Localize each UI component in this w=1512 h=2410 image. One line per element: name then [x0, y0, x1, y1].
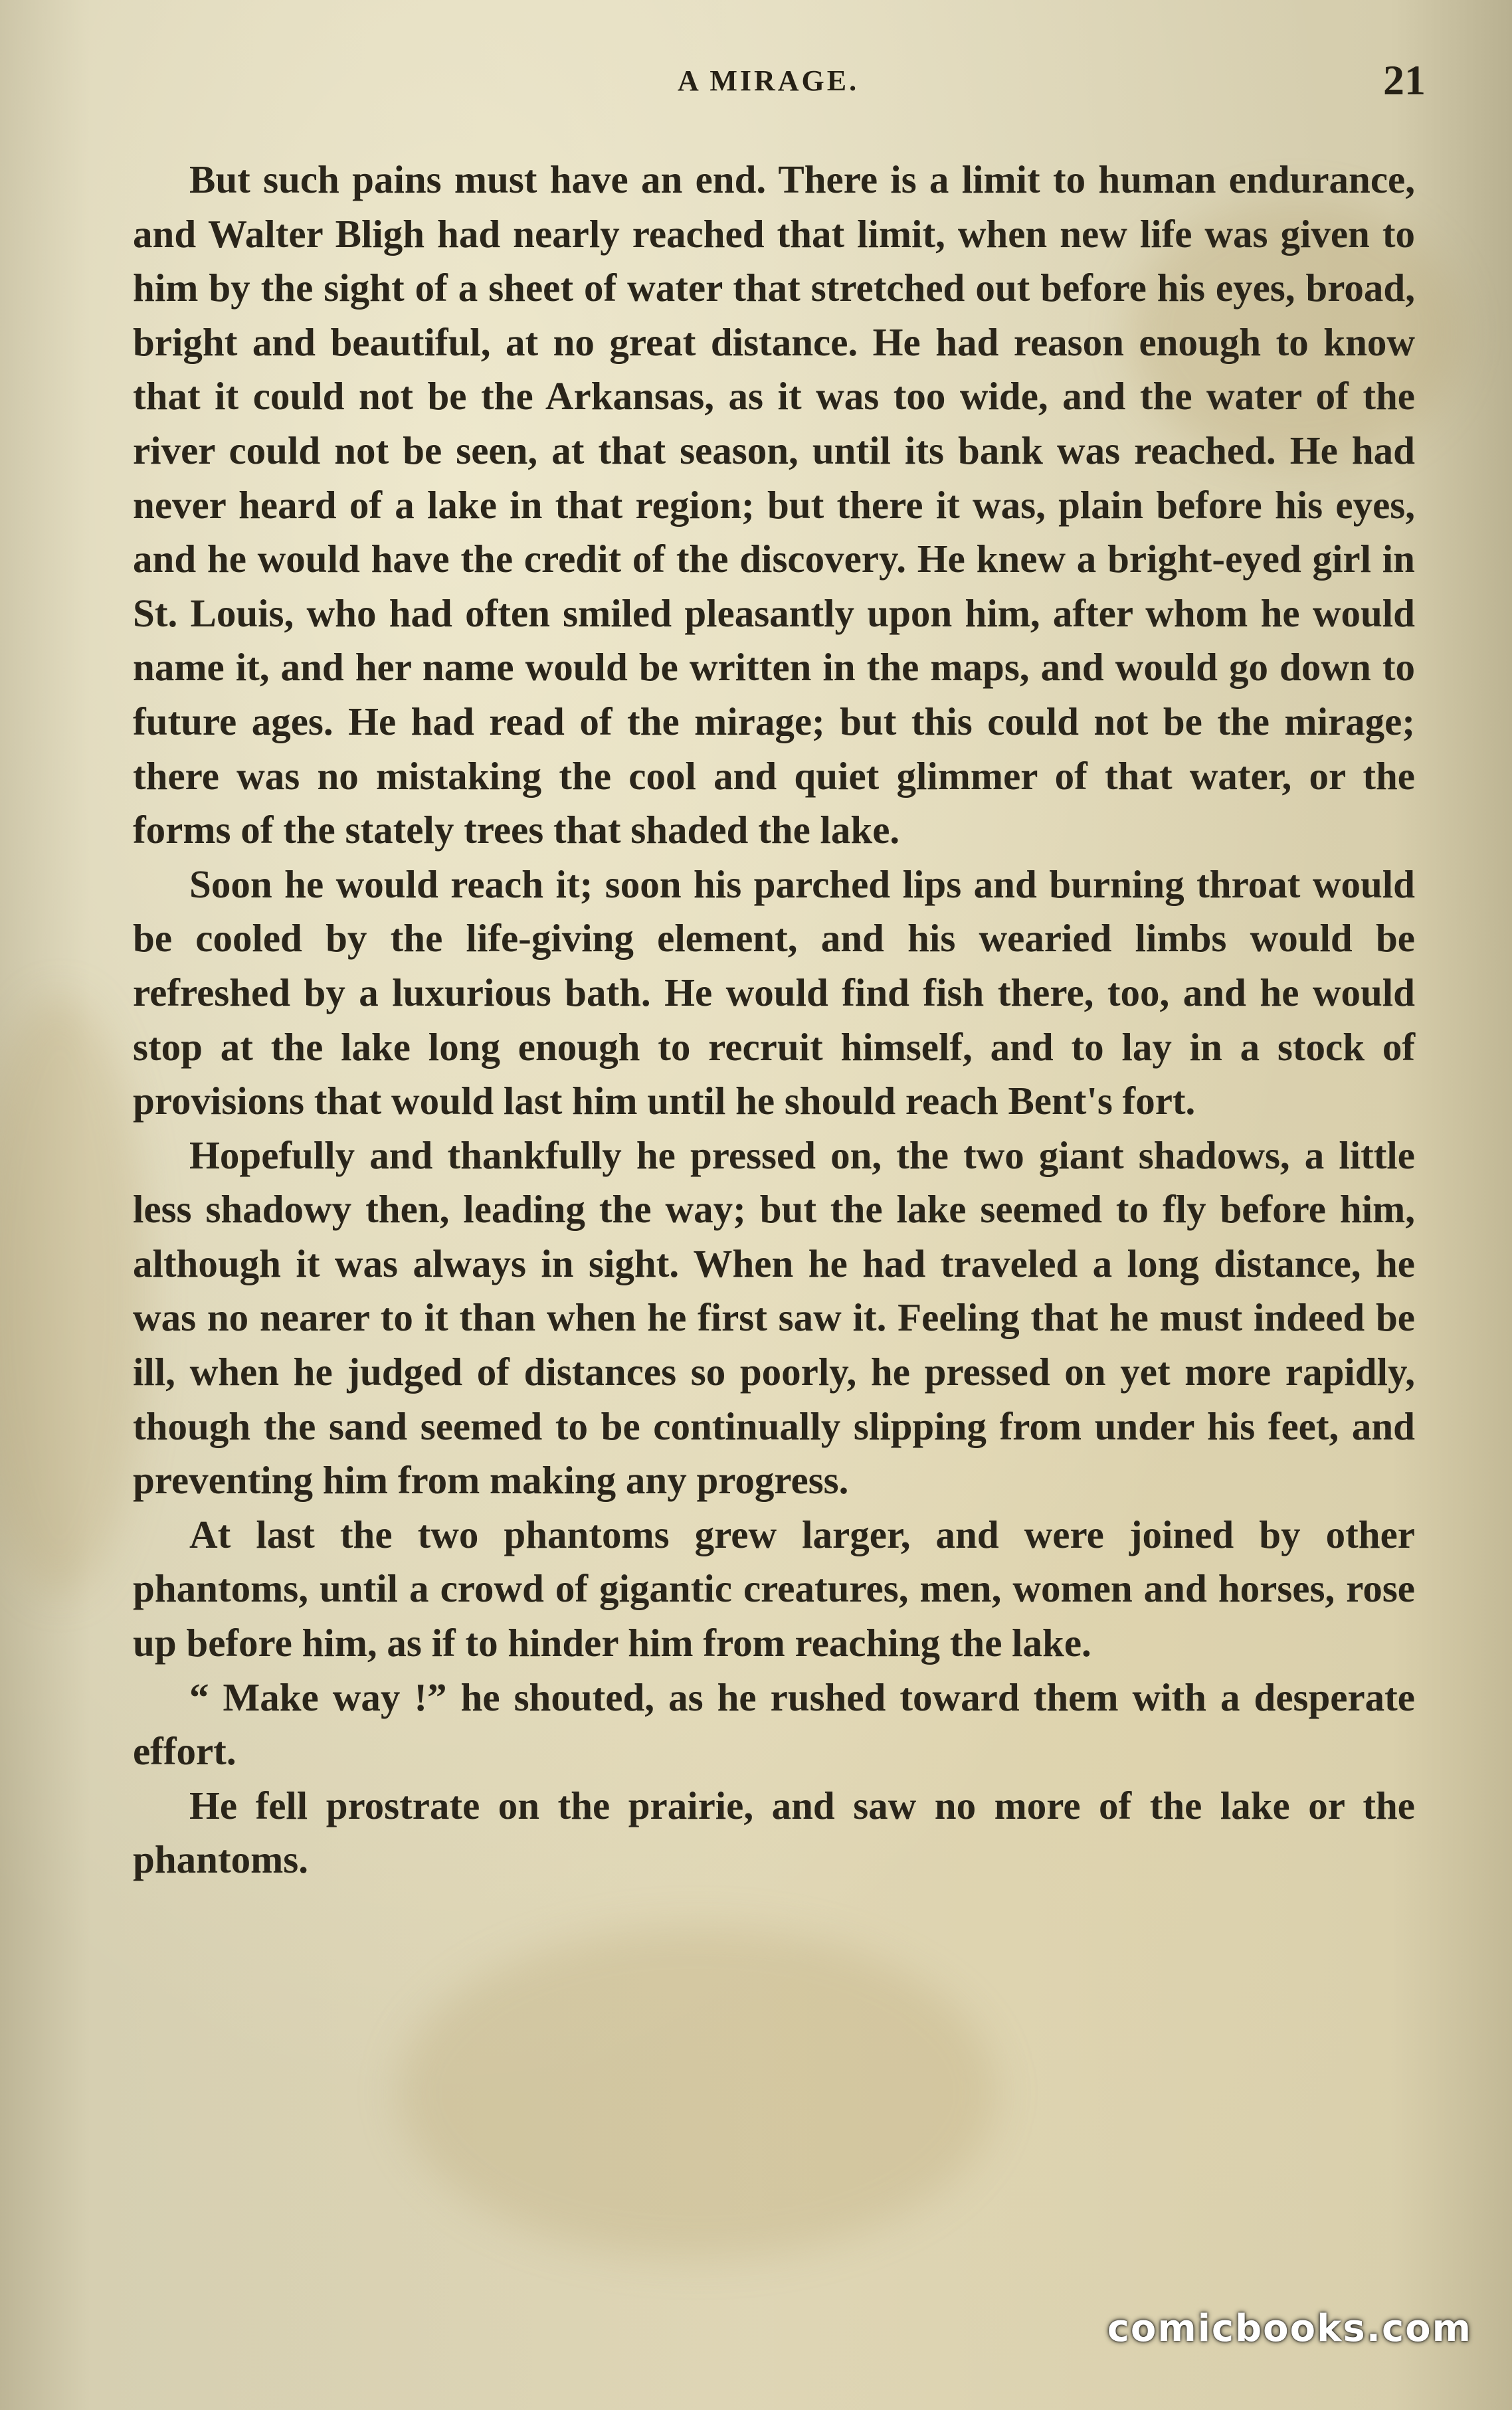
paragraph: Hopefully and thankfully he pressed on, the two giant shadows, a little less shadowy then, leading the way; but the lake seemed to fly before him, although it was always in sight. When he had traveled a long distance, he was no nearer to it than when he first saw it. Feeling that he must indeed be ill, when he judged of distances so poorly, he pressed on yet more rapidly, though the sand seemed to be continually slipping from under his feet, and preventing him from making any progress. — [133, 1133, 1415, 1503]
paper-stain — [399, 1926, 996, 2259]
paragraph: But such pains must have an end. There is a limit to human endurance, and Walter Bligh had nearly reached that limit, when new life was given to him by the sight of a sheet of water that stretched out before his eyes, broad, bright and beautiful, at no great distance. He had reason enough to know that it could not be the Arkansas, as it was too wide, and the water of the river could not be seen, at that season, until its bank was reached. He had never heard of a lake in that region; but there it was, plain before his eyes, and he would have the credit of the discovery. He knew a bright-eyed girl in St. Louis, who had often smiled pleasantly upon him, after whom he would name it, and her name would be written in the maps, and would go down to future ages. He had read of the mirage; but this could not be the mirage; there was no mistaking the cool and quiet glimmer of that water, or the forms of the stately trees that shaded the lake. — [133, 157, 1415, 852]
paragraph: He fell prostrate on the prairie, and saw no more of the lake or the phantoms. — [133, 1783, 1415, 1882]
page-header — [0, 56, 1512, 117]
paper-stain — [0, 996, 146, 1594]
paragraph: Soon he would reach it; soon his parched lips and burning throat would be cooled by the life-giving element, and his wearied limbs would be refreshed by a luxurious bath. He would find fish there, too, and he would stop at the lake long enough to recruit himself, and to lay in a stock of provisions that would last him until he should reach Bent's fort. — [133, 862, 1415, 1123]
running-head: A MIRAGE. — [678, 64, 860, 97]
paragraph: At last the two phantoms grew larger, and were joined by other phantoms, until a crowd of gigantic creatures, men, women and horses, rose up before him, as if to hinder him from reaching the lake. — [133, 1512, 1415, 1665]
body-text — [133, 153, 1415, 1887]
watermark: comicbooks.com — [1107, 2307, 1472, 2350]
paragraph: “ Make way !” he shouted, as he rushed toward them with a desperate effort. — [133, 1675, 1415, 1774]
page-number: 21 — [1383, 56, 1426, 104]
